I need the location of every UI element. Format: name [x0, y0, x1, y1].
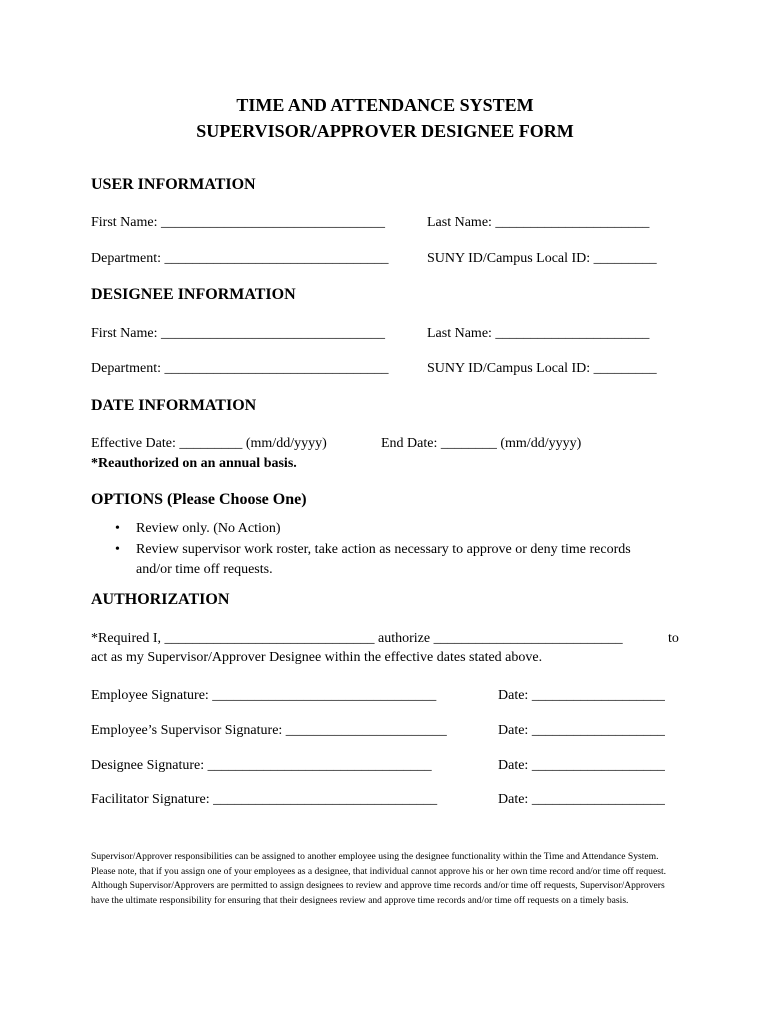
designee-signature-date[interactable]: Date: ___________________ [498, 758, 665, 773]
option-1-bullet: • [115, 521, 120, 536]
title-line-1: TIME AND ATTENDANCE SYSTEM [236, 95, 534, 115]
user-information-heading: USER INFORMATION [91, 176, 256, 193]
options-heading: OPTIONS (Please Choose One) [91, 491, 307, 508]
user-department-field[interactable]: Department: ________________________________ [91, 251, 389, 266]
option-2-bullet: • [115, 542, 120, 557]
designee-information-heading: DESIGNEE INFORMATION [91, 286, 296, 303]
supervisor-signature-field[interactable]: Employee’s Supervisor Signature: _______________________ [91, 723, 447, 738]
facilitator-signature-field[interactable]: Facilitator Signature: ________________________________ [91, 792, 438, 807]
designee-last-name-field[interactable]: Last Name: ______________________ [427, 326, 650, 341]
option-review-roster-cont: and/or time off requests. [136, 562, 273, 577]
end-date-field[interactable]: End Date: ________ (mm/dd/yyyy) [381, 436, 582, 451]
user-suny-id-field[interactable]: SUNY ID/Campus Local ID: _________ [427, 251, 657, 266]
designee-department-field[interactable]: Department: ________________________________ [91, 361, 389, 376]
reauthorized-note: *Reauthorized on an annual basis. [91, 456, 297, 471]
facilitator-signature-date[interactable]: Date: ___________________ [498, 792, 665, 807]
designee-suny-id-field[interactable]: SUNY ID/Campus Local ID: _________ [427, 361, 657, 376]
title-line-2: SUPERVISOR/APPROVER DESIGNEE FORM [196, 121, 574, 141]
user-first-name-field[interactable]: First Name: ________________________________ [91, 215, 385, 230]
supervisor-signature-date[interactable]: Date: ___________________ [498, 723, 665, 738]
effective-date-field[interactable]: Effective Date: _________ (mm/dd/yyyy) [91, 436, 327, 451]
user-last-name-field[interactable]: Last Name: ______________________ [427, 215, 650, 230]
designee-signature-field[interactable]: Designee Signature: ________________________________ [91, 758, 432, 773]
option-review-roster[interactable]: Review supervisor work roster, take action as necessary to approve or deny time records [136, 542, 631, 557]
authorization-heading: AUTHORIZATION [91, 591, 230, 608]
authorization-statement[interactable]: *Required I, ______________________________ authorize ___________________________ [91, 631, 623, 646]
option-review-only[interactable]: Review only. (No Action) [136, 521, 281, 536]
authorization-statement-cont: act as my Supervisor/Approver Designee within the effective dates stated above. [91, 650, 543, 665]
footnote: Supervisor/Approver responsibilities can be assigned to another employee using the designee functionality within the Time and Attendance System. Please note, that if you assign one of your employees as a designee, that individual cannot approve his or her own time record and/or time off request. Although Supervisor/Approvers are permitted to assign designees to review and approve time records and/or time off requests, Supervisor/Approvers have the ultimate responsibility for ensuring that their designees review and approve time records and/or time off requests on a timely basis. [91, 851, 667, 906]
authorization-to: to [668, 631, 679, 646]
employee-signature-date[interactable]: Date: ___________________ [498, 688, 665, 703]
designee-first-name-field[interactable]: First Name: ________________________________ [91, 326, 385, 341]
employee-signature-field[interactable]: Employee Signature: ________________________________ [91, 688, 437, 703]
date-information-heading: DATE INFORMATION [91, 397, 257, 414]
